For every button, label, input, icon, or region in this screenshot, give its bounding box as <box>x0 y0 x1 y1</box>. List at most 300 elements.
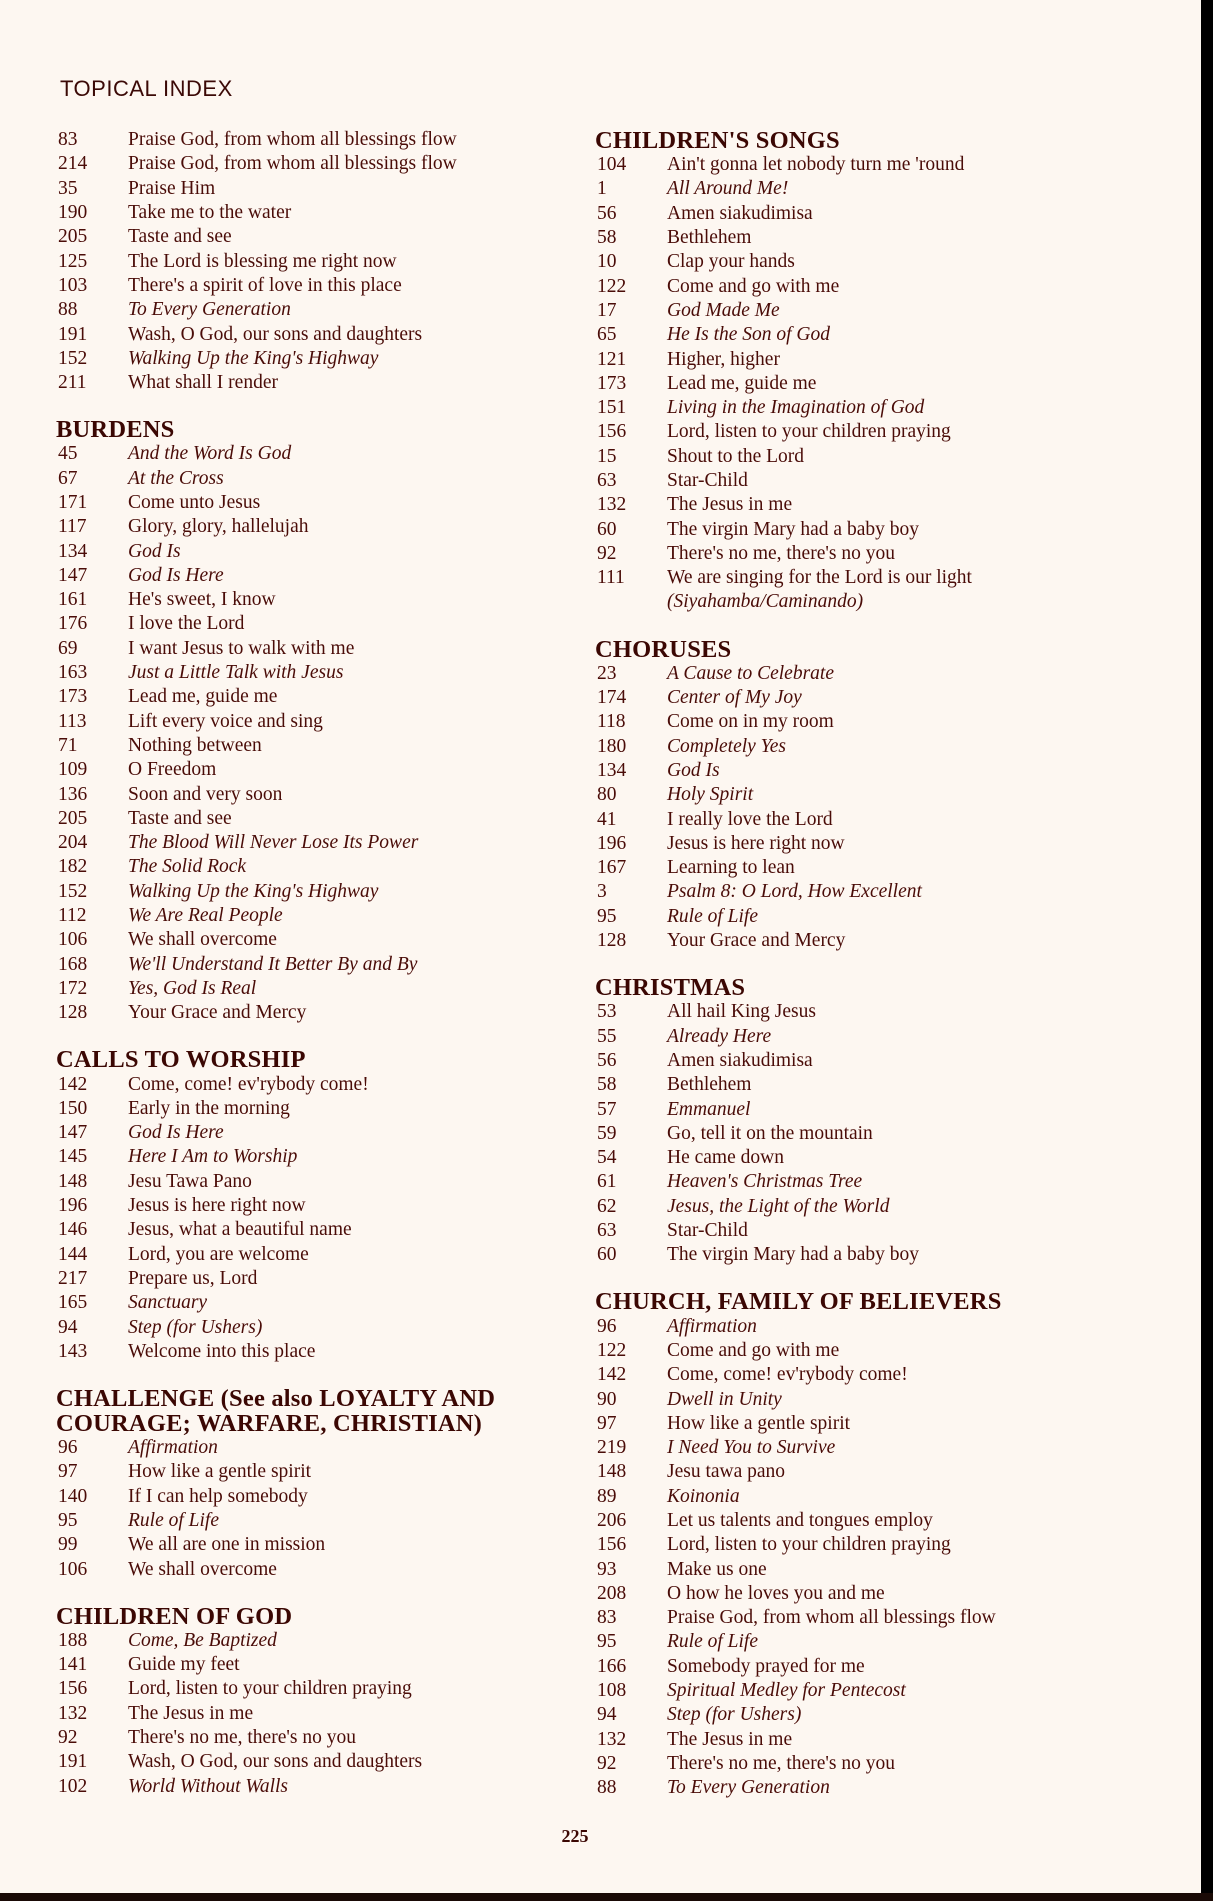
hymn-number: 176 <box>58 613 88 635</box>
index-entry <box>597 1655 1097 1679</box>
hymn-title: Bethlehem <box>667 227 752 249</box>
hymn-title: Star-Child <box>667 470 748 491</box>
hymn-title: Amen siakudimisa <box>667 1049 813 1071</box>
index-entry <box>597 1387 1097 1411</box>
hymn-title: There's a spirit of love in this place <box>128 274 402 296</box>
index-entry <box>597 807 1097 831</box>
hymn-title: We shall overcome <box>128 1558 277 1580</box>
hymn-number: 96 <box>597 1315 617 1337</box>
hymn-number: 147 <box>58 1122 88 1144</box>
hymn-title: Early in the morning <box>128 1097 290 1119</box>
section-christmas <box>597 975 1097 1267</box>
hymn-number: 59 <box>597 1122 617 1144</box>
hymn-number: 93 <box>597 1558 617 1580</box>
hymn-title: Higher, higher <box>667 348 780 370</box>
index-entry <box>597 250 1097 274</box>
hymn-title: Come, come! ev'rybody come! <box>667 1364 908 1386</box>
hymn-number: 122 <box>597 275 627 297</box>
index-entry <box>597 1776 1097 1800</box>
hymn-title: I really love the Lord <box>667 808 833 830</box>
hymn-number: 141 <box>58 1654 88 1676</box>
index-entry <box>58 225 558 249</box>
hymn-number: 152 <box>58 347 88 369</box>
hymn-number: 57 <box>597 1098 617 1120</box>
hymn-title: To Every Generation <box>667 1777 830 1799</box>
hymn-number: 94 <box>597 1704 617 1726</box>
index-entry <box>597 1097 1097 1121</box>
section-heading: CHURCH, FAMILY OF BELIEVERS <box>595 1288 1002 1316</box>
index-entry <box>597 686 1097 710</box>
index-entry <box>58 322 558 346</box>
index-entry <box>597 1122 1097 1146</box>
hymn-title: Come, come! ev'rybody come! <box>128 1073 369 1095</box>
index-entry <box>597 372 1097 396</box>
hymn-number: 80 <box>597 784 617 806</box>
hymn-number: 163 <box>58 662 88 684</box>
index-entry <box>597 929 1097 953</box>
index-entry <box>597 710 1097 734</box>
section-heading: BURDENS <box>56 416 175 444</box>
hymn-title: We shall overcome <box>128 929 277 951</box>
hymn-title: We are singing for the Lord is our light <box>667 567 972 589</box>
hymn-number: 146 <box>58 1219 88 1241</box>
index-entry <box>597 1195 1097 1219</box>
hymn-title: All hail King Jesus <box>667 1001 816 1023</box>
index-entry <box>597 1485 1097 1509</box>
hymn-title: Already Here <box>667 1025 772 1047</box>
page-header: TOPICAL INDEX <box>60 76 233 101</box>
index-entry <box>597 420 1097 444</box>
hymn-number: 122 <box>597 1339 627 1361</box>
index-entry <box>58 467 558 491</box>
index-entry <box>58 1677 558 1701</box>
hymn-title: There's no me, there's no you <box>667 542 895 564</box>
hymn-number: 128 <box>58 1002 88 1024</box>
hymn-number: 167 <box>597 857 627 879</box>
index-entry <box>597 759 1097 783</box>
hymn-number: 147 <box>58 564 88 586</box>
hymn-title: (Siyahamba/Caminando) <box>667 591 864 613</box>
hymn-number: 106 <box>58 1558 88 1580</box>
hymn-title: Lord, listen to your children praying <box>128 1678 412 1700</box>
hymn-title: God Is Here <box>128 564 224 586</box>
hymn-title: We Are Real People <box>128 905 283 927</box>
index-entry <box>58 1121 558 1145</box>
index-entry <box>58 758 558 782</box>
index-entry <box>597 832 1097 856</box>
hymn-title: God Is <box>667 759 720 781</box>
hymn-title: Guide my feet <box>128 1654 240 1676</box>
hymn-title: Completely Yes <box>667 735 786 757</box>
index-entry <box>58 1557 558 1581</box>
hymn-number: 63 <box>597 470 617 491</box>
hymn-title: Just a Little Talk with Jesus <box>128 662 344 684</box>
hymn-number: 62 <box>597 1195 617 1217</box>
hymn-number: 156 <box>597 1534 627 1556</box>
hymn-title: O how he loves you and me <box>667 1582 885 1604</box>
section-heading: CHILDREN OF GOD <box>56 1602 293 1630</box>
section-calls-to-worship <box>58 1047 558 1364</box>
section-continued <box>58 128 558 395</box>
hymn-number: 118 <box>597 711 626 733</box>
hymn-title: What shall I render <box>128 372 278 394</box>
hymn-number: 161 <box>58 589 88 611</box>
hymn-title: God Is Here <box>128 1122 224 1144</box>
index-entry <box>597 469 1097 493</box>
hymn-number: 172 <box>58 977 88 999</box>
index-entry <box>58 1315 558 1339</box>
hymn-title: Walking Up the King's Highway <box>128 880 379 902</box>
hymn-number: 165 <box>58 1292 88 1314</box>
hymn-number: 148 <box>597 1461 627 1483</box>
hymn-title: The Jesus in me <box>128 1702 254 1724</box>
hymn-number: 1 <box>597 178 607 200</box>
section-heading: CHALLENGE (See also LOYALTY AND <box>56 1384 496 1412</box>
hymn-title: How like a gentle spirit <box>128 1461 312 1483</box>
index-entry <box>597 1728 1097 1752</box>
section-children-s-songs <box>597 128 1097 615</box>
hymn-number: 103 <box>58 274 88 296</box>
hymn-number: 143 <box>58 1340 88 1362</box>
hymn-number: 156 <box>58 1678 88 1700</box>
section-heading: CALLS TO WORSHIP <box>56 1046 306 1074</box>
hymn-title: Affirmation <box>667 1315 757 1337</box>
index-entry <box>58 564 558 588</box>
hymn-number: 206 <box>597 1509 627 1531</box>
hymn-number: 54 <box>597 1147 617 1169</box>
section-heading: CHORUSES <box>595 635 732 663</box>
index-entry <box>597 1073 1097 1097</box>
index-entry <box>597 1606 1097 1630</box>
hymn-title: Learning to lean <box>667 857 795 879</box>
hymn-number: 125 <box>58 250 88 272</box>
hymn-number: 109 <box>58 759 88 781</box>
index-entry <box>58 588 558 612</box>
hymn-title: Wash, O God, our sons and daughters <box>128 323 423 345</box>
hymn-number: 41 <box>597 808 617 830</box>
index-entry <box>58 201 558 225</box>
index-entry <box>597 1630 1097 1654</box>
hymn-number: 173 <box>58 686 88 708</box>
hymn-number: 142 <box>597 1364 627 1386</box>
index-entry <box>597 323 1097 347</box>
hymn-number: 132 <box>597 1728 627 1750</box>
index-entry <box>58 1460 558 1484</box>
page-number: 225 <box>561 1826 589 1846</box>
hymn-number: 97 <box>58 1461 78 1483</box>
index-entry <box>597 1703 1097 1727</box>
index-entry <box>597 1533 1097 1557</box>
hymn-number: 95 <box>58 1509 78 1531</box>
index-entry <box>597 566 1097 590</box>
hymn-title: Rule of Life <box>667 1631 758 1653</box>
hymn-title: The Lord is blessing me right now <box>128 250 397 272</box>
index-entry <box>58 1097 558 1121</box>
hymn-title: There's no me, there's no you <box>128 1727 356 1749</box>
index-entry <box>58 515 558 539</box>
index-entry <box>597 1170 1097 1194</box>
hymn-number: 83 <box>597 1607 617 1629</box>
hymn-number: 104 <box>597 154 627 176</box>
hymn-number: 92 <box>597 542 617 564</box>
hymn-number: 88 <box>597 1777 617 1799</box>
hymn-number: 10 <box>597 251 617 273</box>
hymn-title: Living in the Imagination of God <box>667 397 925 419</box>
hymn-title: If I can help somebody <box>128 1485 308 1507</box>
section-challenge-see-also-loyalty-and-courage-warfare-christian <box>58 1386 558 1582</box>
hymn-title: Heaven's Christmas Tree <box>667 1171 863 1193</box>
hymn-number: 69 <box>58 637 78 659</box>
index-entry <box>58 1533 558 1557</box>
index-entry <box>597 226 1097 250</box>
hymn-number: 140 <box>58 1485 88 1507</box>
index-entry <box>58 977 558 1001</box>
hymn-title: Bethlehem <box>667 1074 752 1096</box>
hymn-title: Psalm 8: O Lord, How Excellent <box>667 881 922 903</box>
hymn-title: I love the Lord <box>128 613 245 635</box>
hymn-number: 92 <box>597 1752 617 1774</box>
hymn-title: Walking Up the King's Highway <box>128 347 379 369</box>
hymn-number: 90 <box>597 1388 617 1410</box>
hymn-number: 121 <box>597 348 627 370</box>
index-entry <box>58 177 558 201</box>
index-entry <box>597 177 1097 201</box>
hymn-title: Lead me, guide me <box>128 686 278 708</box>
hymn-title: Lord, you are welcome <box>128 1243 309 1265</box>
hymn-title: Nothing between <box>128 734 262 756</box>
hymn-number: 134 <box>597 759 627 781</box>
index-entry <box>597 153 1097 177</box>
hymn-number: 113 <box>58 710 87 732</box>
hymn-title: Prepare us, Lord <box>128 1267 258 1289</box>
index-entry <box>58 249 558 273</box>
index-entry <box>58 1340 558 1364</box>
hymn-number: 136 <box>58 783 88 805</box>
hymn-number: 99 <box>58 1534 78 1556</box>
hymn-title: Somebody prayed for me <box>667 1655 865 1677</box>
index-entry <box>597 1436 1097 1460</box>
index-entry <box>597 1314 1097 1338</box>
hymn-number: 204 <box>58 832 88 854</box>
hymn-number: 191 <box>58 323 88 345</box>
hymn-number: 117 <box>58 516 87 538</box>
hymn-title: O Freedom <box>128 759 217 781</box>
hymn-title: God Is <box>128 540 181 562</box>
hymn-number: 132 <box>58 1702 88 1724</box>
index-entry <box>58 710 558 734</box>
index-entry <box>58 1485 558 1509</box>
hymn-title: Jesus is here right now <box>128 1195 306 1217</box>
hymn-number: 188 <box>58 1629 88 1651</box>
hymn-title: Praise God, from whom all blessings flow <box>128 153 457 175</box>
index-entry <box>58 831 558 855</box>
hymn-title: Ain't gonna let nobody turn me 'round <box>667 154 965 176</box>
index-entry <box>58 928 558 952</box>
index-entry <box>597 517 1097 541</box>
hymn-number: 174 <box>597 687 627 709</box>
index-entry <box>58 1775 558 1799</box>
hymn-title: God Made Me <box>667 299 780 321</box>
hymn-number: 208 <box>597 1582 627 1604</box>
hymn-number: 71 <box>58 734 78 756</box>
index-entry <box>597 1000 1097 1024</box>
hymn-title: He Is the Son of God <box>667 324 831 346</box>
hymn-title: The Solid Rock <box>128 856 247 878</box>
hymn-title: Welcome into this place <box>128 1340 316 1362</box>
section-church-family-of-believers <box>597 1289 1097 1800</box>
hymn-number: 95 <box>597 1631 617 1653</box>
hymn-number: 106 <box>58 929 88 951</box>
hymn-number: 152 <box>58 880 88 902</box>
hymn-title: Jesus, what a beautiful name <box>128 1219 352 1241</box>
hymn-title: Yes, God Is Real <box>128 977 257 999</box>
hymn-title: Dwell in Unity <box>667 1388 782 1410</box>
index-entry <box>597 1339 1097 1363</box>
page-edge-shadow <box>1201 0 1213 1901</box>
hymn-title: Lead me, guide me <box>667 372 817 394</box>
index-entry <box>58 539 558 563</box>
hymn-title: Jesu tawa pano <box>667 1461 786 1483</box>
index-entry <box>58 1001 558 1025</box>
index-entry <box>58 1436 558 1460</box>
hymn-title: Go, tell it on the mountain <box>667 1122 873 1144</box>
hymn-number: 23 <box>597 662 617 684</box>
index-entry <box>597 1219 1097 1243</box>
index-entry <box>597 493 1097 517</box>
left-column <box>58 128 558 1821</box>
index-entry <box>58 953 558 977</box>
index-entry <box>597 1243 1097 1267</box>
hymn-number: 211 <box>58 372 87 394</box>
hymn-title: He came down <box>667 1147 784 1169</box>
hymn-number: 94 <box>58 1316 78 1338</box>
hymn-number: 112 <box>58 905 87 927</box>
hymn-number: 65 <box>597 324 617 346</box>
index-entry <box>58 782 558 806</box>
hymn-title: Your Grace and Mercy <box>128 1002 307 1024</box>
index-entry <box>597 299 1097 323</box>
index-entry <box>58 1194 558 1218</box>
hymn-number: 88 <box>58 299 78 321</box>
hymn-title: Taste and see <box>128 226 232 248</box>
hymn-title: We all are one in mission <box>128 1534 326 1556</box>
index-entry <box>58 1145 558 1169</box>
hymn-number: 156 <box>597 421 627 443</box>
hymn-title: Jesus, the Light of the World <box>667 1195 890 1217</box>
hymn-title: Lord, listen to your children praying <box>667 421 951 443</box>
hymn-number: 128 <box>597 930 627 952</box>
hymn-number: 134 <box>58 540 88 562</box>
hymn-title: Holy Spirit <box>667 784 754 806</box>
hymn-title: A Cause to Celebrate <box>667 662 834 684</box>
hymn-title: Your Grace and Mercy <box>667 930 846 952</box>
hymn-title: All Around Me! <box>667 178 789 200</box>
index-entry <box>58 1629 558 1653</box>
hymn-number: 56 <box>597 1049 617 1071</box>
hymn-title: Come and go with me <box>667 1339 840 1361</box>
index-entry <box>58 491 558 515</box>
hymn-title: Sanctuary <box>128 1292 208 1314</box>
index-entry <box>58 1218 558 1242</box>
index-entry <box>597 1049 1097 1073</box>
hymn-title: Clap your hands <box>667 251 795 273</box>
hymn-title: Here I Am to Worship <box>128 1146 298 1168</box>
hymn-title: I want Jesus to walk with me <box>128 637 355 659</box>
index-entry <box>58 347 558 371</box>
hymn-number: 67 <box>58 467 78 489</box>
hymn-title: Affirmation <box>128 1437 218 1459</box>
section-heading: CHILDREN'S SONGS <box>595 127 840 154</box>
hymn-number: 92 <box>58 1727 78 1749</box>
index-entry <box>597 856 1097 880</box>
index-entry <box>597 1582 1097 1606</box>
hymn-title: Come unto Jesus <box>128 492 261 513</box>
index-entry <box>597 880 1097 904</box>
hymn-number: 83 <box>58 129 78 151</box>
hymn-number: 205 <box>58 807 88 829</box>
hymn-title: Come and go with me <box>667 275 840 297</box>
hymn-title: Praise Him <box>128 177 216 199</box>
hymn-number: 148 <box>58 1170 88 1192</box>
index-entry <box>58 685 558 709</box>
hymn-title: Praise God, from whom all blessings flow <box>128 129 457 151</box>
hymn-title: At the Cross <box>128 467 224 489</box>
index-entry <box>597 783 1097 807</box>
index-entry <box>58 1072 558 1096</box>
index-entry <box>597 1363 1097 1387</box>
hymn-title: Make us one <box>667 1558 767 1580</box>
hymn-number: 196 <box>58 1195 88 1217</box>
hymn-number: 58 <box>597 227 617 249</box>
index-entry <box>58 880 558 904</box>
hymn-number: 132 <box>597 494 627 516</box>
hymn-number: 171 <box>58 492 88 513</box>
index-entry <box>597 396 1097 420</box>
hymn-title: Amen siakudimisa <box>667 202 813 224</box>
hymn-title: Take me to the water <box>128 202 292 224</box>
hymn-number: 214 <box>58 153 88 175</box>
index-entry <box>58 904 558 928</box>
hymn-number: 219 <box>597 1437 627 1459</box>
hymn-number: 97 <box>597 1412 617 1434</box>
index-entry <box>597 1412 1097 1436</box>
index-entry <box>58 442 558 466</box>
hymn-title: Lift every voice and sing <box>128 710 323 732</box>
section-heading: COURAGE; WARFARE, CHRISTIAN) <box>56 1409 482 1437</box>
index-entry <box>597 347 1097 371</box>
hymn-number: 108 <box>597 1680 627 1702</box>
hymn-number: 151 <box>597 397 627 419</box>
index-entry <box>58 1291 558 1315</box>
hymn-number: 145 <box>58 1146 88 1168</box>
hymn-title: Soon and very soon <box>128 783 283 805</box>
hymn-title: How like a gentle spirit <box>667 1412 851 1434</box>
hymn-title: Koinonia <box>667 1485 740 1507</box>
hymn-number: 191 <box>58 1751 88 1773</box>
hymn-title: Rule of Life <box>128 1509 219 1531</box>
hymn-title: Lord, listen to your children praying <box>667 1534 951 1556</box>
hymn-title: Step (for Ushers) <box>667 1704 802 1726</box>
hymn-title: Spiritual Medley for Pentecost <box>667 1680 906 1702</box>
hymn-title: To Every Generation <box>128 299 291 321</box>
hymn-number: 58 <box>597 1074 617 1096</box>
index-entry <box>58 371 558 395</box>
index-entry <box>58 274 558 298</box>
hymn-number: 111 <box>597 567 625 589</box>
hymn-number: 102 <box>58 1775 88 1797</box>
hymn-title: Praise God, from whom all blessings flow <box>667 1607 996 1629</box>
hymn-number: 196 <box>597 832 627 854</box>
